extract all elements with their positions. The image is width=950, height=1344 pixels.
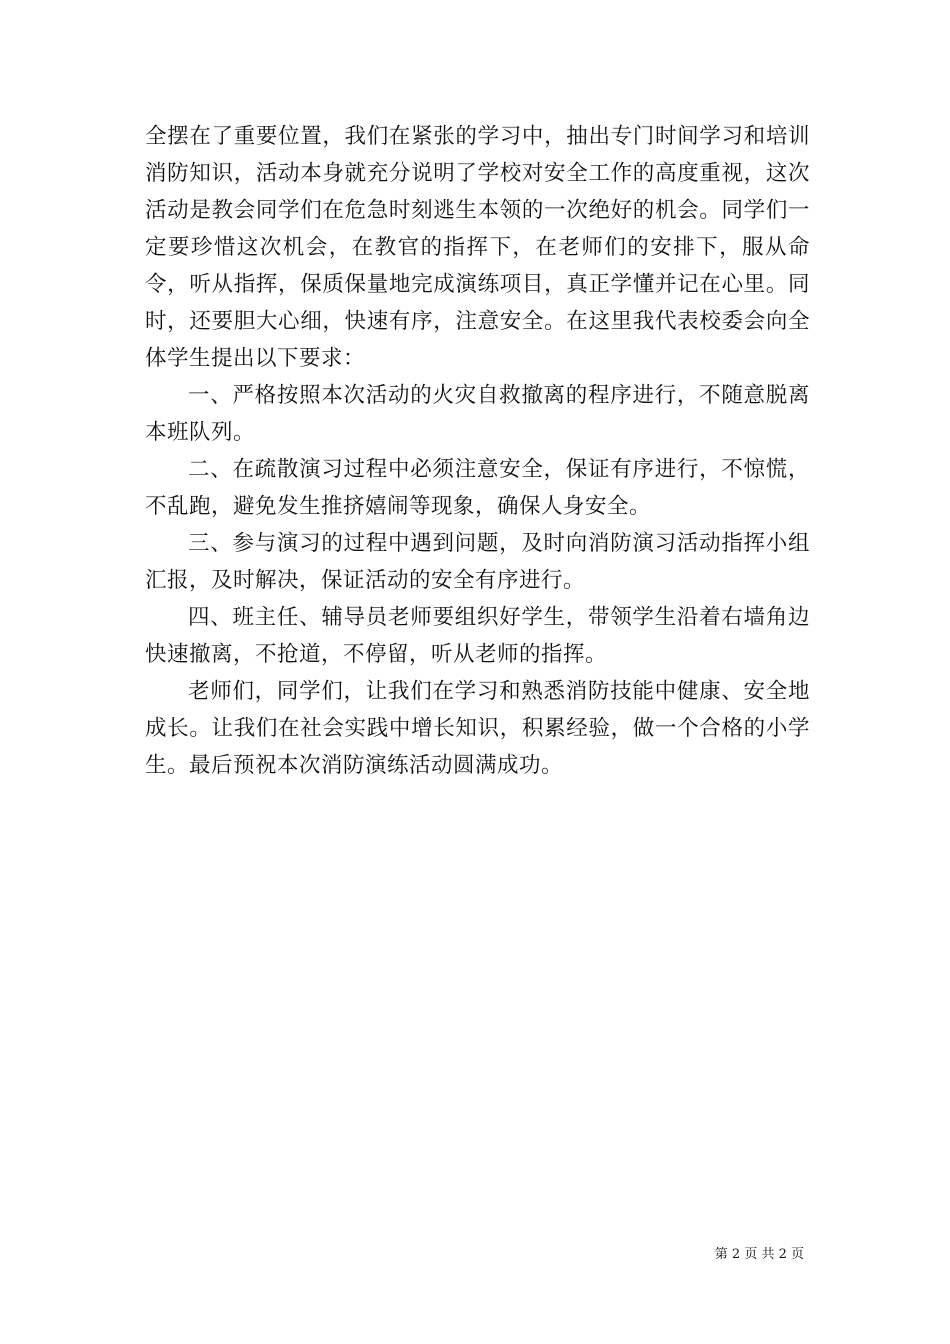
paragraph-requirement-3: 三、参与演习的过程中遇到问题，及时向消防演习活动指挥小组汇报，及时解决，保证活动的安全有序进行。 bbox=[145, 531, 810, 593]
paragraph-continuation: 全摆在了重要位置，我们在紧张的学习中，抽出专门时间学习和培训消防知识，活动本身就充分说明了学校对安全工作的高度重视，这次活动是教会同学们在危急时刻逃生本领的一次绝好的机会。同学们一定要珍惜这次机会，在教官的指挥下，在老师们的安排下，服从命令，听从指挥，保质保量地完成演练项目，真正学懂并记在心里。同时，还要胆大心细，快速有序，注意安全。在这里我代表校委会向全体学生提出以下要求： bbox=[145, 124, 810, 371]
paragraph-requirement-4: 四、班主任、辅导员老师要组织好学生，带领学生沿着右墙角边快速撤离，不抢道，不停留，听从老师的指挥。 bbox=[145, 605, 810, 667]
page-number-footer: 第 2 页 共 2 页 bbox=[714, 1247, 804, 1262]
paragraph-requirement-2: 二、在疏散演习过程中必须注意安全，保证有序进行，不惊慌，不乱跑，避免发生推挤嬉闹等现象，确保人身安全。 bbox=[145, 457, 810, 519]
paragraph-requirement-1: 一、严格按照本次活动的火灾自救撤离的程序进行，不随意脱离本班队列。 bbox=[145, 383, 810, 445]
paragraph-closing: 老师们，同学们，让我们在学习和熟悉消防技能中健康、安全地成长。让我们在社会实践中增长知识，积累经验，做一个合格的小学生。最后预祝本次消防演练活动圆满成功。 bbox=[145, 679, 810, 778]
document-body bbox=[145, 118, 810, 784]
